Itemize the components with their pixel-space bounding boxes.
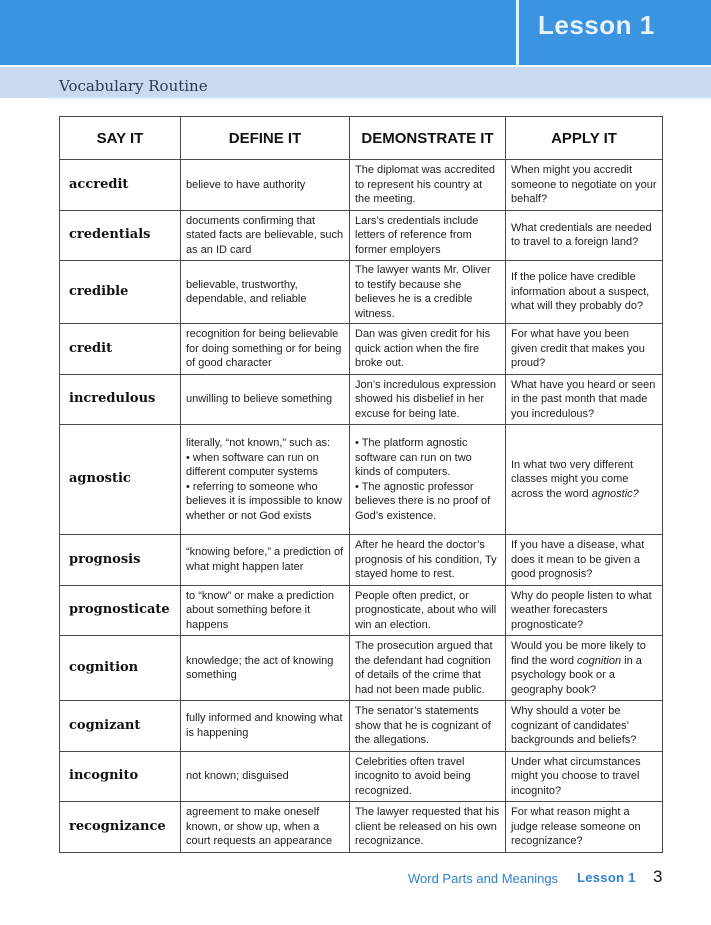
table-row [60, 425, 663, 535]
definition-cell: unwilling to believe something [181, 374, 350, 425]
table-row [60, 261, 663, 324]
table-header-row [60, 117, 663, 160]
table-row [60, 585, 663, 636]
definition-cell: believable, trustworthy, dependable, and reliable [181, 261, 350, 324]
column-header-demonstrate-it: DEMONSTRATE IT [350, 117, 506, 160]
application-cell: Would you be more likely to find the word cognition in a psychology book or a geography book? [506, 636, 663, 701]
footer-lesson: Lesson 1 [577, 870, 636, 885]
definition-cell: “knowing before,” a prediction of what might happen later [181, 535, 350, 586]
definition-cell: to “know” or make a prediction about something before it happens [181, 585, 350, 636]
italic-term: cognition [577, 654, 622, 667]
demonstration-cell: The senator’s statements show that he is cognizant of the allegations. [350, 701, 506, 752]
definition-cell: believe to have authority [181, 160, 350, 211]
column-header-define-it: DEFINE IT [181, 117, 350, 160]
demonstration-cell: The prosecution argued that the defendant had cognition of details of the crime that had not been made public. [350, 636, 506, 701]
demonstration-cell: The lawyer wants Mr. Oliver to testify because she believes he is a credible witness. [350, 261, 506, 324]
vocab-word: recognizance [60, 802, 181, 853]
demonstration-bullet: • The agnostic professor believes there is no proof of God’s existence. [355, 480, 491, 522]
definition-cell: knowledge; the act of knowing something [181, 636, 350, 701]
section-underline [48, 97, 711, 99]
vocab-word: credible [60, 261, 181, 324]
demonstration-bullet: • The platform agnostic software can run on two kinds of computers. [355, 437, 472, 478]
table-row [60, 636, 663, 701]
application-cell: Why should a voter be cognizant of candidates’ backgrounds and beliefs? [506, 701, 663, 752]
definition-cell: recognition for being believable for doing something or for being of good character [181, 324, 350, 375]
demonstration-cell: Lars’s credentials include letters of reference from former employers [350, 210, 506, 261]
application-cell: For what have you been given credit that makes you proud? [506, 324, 663, 375]
application-cell: What credentials are needed to travel to a foreign land? [506, 210, 663, 261]
demonstration-cell: After he heard the doctor’s prognosis of his condition, Ty stayed home to rest. [350, 535, 506, 586]
table-row [60, 751, 663, 802]
definition-intro: literally, “not known,” such as: [186, 437, 331, 449]
vocab-word: agnostic [60, 425, 181, 535]
application-cell: Under what circumstances might you choose to travel incognito? [506, 751, 663, 802]
definition-cell: agreement to make oneself known, or show up, when a court requests an appearance [181, 802, 350, 853]
header-divider [516, 0, 519, 65]
demonstration-cell [350, 425, 506, 535]
column-header-apply-it: APPLY IT [506, 117, 663, 160]
application-cell: What have you heard or seen in the past month that made you incredulous? [506, 374, 663, 425]
vocab-word: credit [60, 324, 181, 375]
vocabulary-table [59, 116, 663, 853]
vocab-word: cognizant [60, 701, 181, 752]
table-row [60, 535, 663, 586]
table-row [60, 210, 663, 261]
lesson-title: Lesson 1 [538, 10, 655, 40]
definition-bullet: • when software can run on different computer systems [186, 451, 319, 478]
table-row [60, 802, 663, 853]
application-cell: Why do people listen to what weather forecasters prognosticate? [506, 585, 663, 636]
vocab-word: accredit [60, 160, 181, 211]
demonstration-cell: The lawyer requested that his client be released on his own recognizance. [350, 802, 506, 853]
demonstration-cell: Celebrities often travel incognito to avoid being recognized. [350, 751, 506, 802]
demonstration-cell: People often predict, or prognosticate, about who will win an election. [350, 585, 506, 636]
vocab-word: prognosticate [60, 585, 181, 636]
application-cell: If the police have credible information about a suspect, what will they probably do? [506, 261, 663, 324]
definition-cell: documents confirming that stated facts are believable, such as an ID card [181, 210, 350, 261]
definition-cell [181, 425, 350, 535]
italic-term: agnostic? [591, 487, 639, 500]
definition-cell: fully informed and knowing what is happening [181, 701, 350, 752]
application-cell: In what two very different classes might you come across the word agnostic? [506, 425, 663, 535]
table-row [60, 160, 663, 211]
table-row [60, 701, 663, 752]
demonstration-cell: Dan was given credit for his quick action when the fire broke out. [350, 324, 506, 375]
definition-bullet: • referring to someone who believes it is impossible to know whether or not God exists [186, 480, 342, 522]
vocab-word: cognition [60, 636, 181, 701]
column-header-say-it: SAY IT [60, 117, 181, 160]
demonstration-cell: Jon’s incredulous expression showed his disbelief in her excuse for being late. [350, 374, 506, 425]
application-cell: For what reason might a judge release someone on recognizance? [506, 802, 663, 853]
vocab-word: prognosis [60, 535, 181, 586]
vocab-word: incredulous [60, 374, 181, 425]
application-cell: When might you accredit someone to negotiate on your behalf? [506, 160, 663, 211]
vocab-word: incognito [60, 751, 181, 802]
table-row [60, 324, 663, 375]
application-cell: If you have a disease, what does it mean to be given a good prognosis? [506, 535, 663, 586]
demonstration-cell: The diplomat was accredited to represent his country at the meeting. [350, 160, 506, 211]
definition-cell: not known; disguised [181, 751, 350, 802]
vocab-word: credentials [60, 210, 181, 261]
table-row [60, 374, 663, 425]
footer-book-title: Word Parts and Meanings [408, 871, 559, 886]
page-number: 3 [653, 867, 663, 886]
section-title: Vocabulary Routine [59, 77, 208, 95]
